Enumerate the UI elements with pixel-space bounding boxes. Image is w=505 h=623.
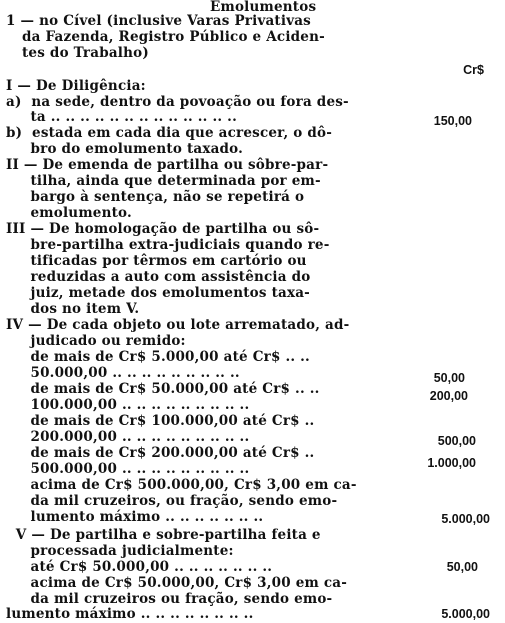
text-line: de mais de Cr$ 50.000,00 até Cr$ .. .. [6, 381, 320, 397]
amount-value: 50,00 [433, 371, 465, 385]
text-line: da mil cruzeiros, ou fração, sendo emo- [6, 493, 338, 509]
text-line: juiz, metade dos emolumentos taxa- [6, 285, 310, 301]
text-line: III — De homologação de partilha ou sô- [6, 221, 320, 237]
text-line: processada judicialmente: [6, 543, 234, 559]
text-line: tilha, ainda que determinada por em- [6, 173, 321, 189]
text-line: b) estada em cada dia que acrescer, o dô- [6, 125, 333, 141]
text-line: acima de Cr$ 500.000,00, Cr$ 3,00 em ca- [6, 477, 357, 493]
text-line: de mais de Cr$ 200.000,00 até Cr$ .. [6, 445, 315, 461]
text-line: V — De partilha e sobre-partilha feita e [6, 527, 321, 543]
amount-value: 1.000,00 [427, 456, 476, 470]
text-line: bre-partilha extra-judiciais quando re- [6, 237, 330, 253]
text-line: de mais de Cr$ 100.000,00 até Cr$ .. [6, 413, 315, 429]
text-line: lumento máximo .. .. .. .. .. .. .. .. [6, 606, 254, 622]
amount-value: 50,00 [446, 560, 478, 574]
text-line: lumento máximo .. .. .. .. .. .. .. [6, 509, 264, 525]
text-line: 200.000,00 .. .. .. .. .. .. .. .. .. [6, 429, 250, 445]
currency-header: Cr$ [463, 63, 484, 77]
amount-value: 200,00 [429, 389, 468, 403]
text-line: a) na sede, dentro da povoação ou fora des- [6, 94, 349, 110]
text-line: II — De emenda de partilha ou sôbre-par- [6, 157, 329, 173]
text-line: 500.000,00 .. .. .. .. .. .. .. .. .. [6, 461, 250, 477]
text-line: bro do emolumento taxado. [6, 141, 244, 157]
text-line: bargo à sentença, não se repetirá o [6, 189, 305, 205]
text-line: 1 — no Cível (inclusive Varas Privativas [6, 13, 311, 29]
text-line: da mil cruzeiros ou fração, sendo emo- [6, 591, 333, 607]
section-heading: I — De Diligência: [6, 78, 146, 94]
text-line: 100.000,00 .. .. .. .. .. .. .. .. .. [6, 397, 250, 413]
text-line: 50.000,00 .. .. .. .. .. .. .. .. .. [6, 365, 240, 381]
text-line: de mais de Cr$ 5.000,00 até Cr$ .. .. [6, 349, 310, 365]
text-line: acima de Cr$ 50.000,00, Cr$ 3,00 em ca- [6, 575, 348, 591]
text-line: da Fazenda, Registro Público e Aciden- [22, 29, 325, 45]
amount-value: 500,00 [437, 434, 476, 448]
text-line: tificadas por têrmos em cartório ou [6, 253, 307, 269]
amount-value: 5.000,00 [441, 607, 490, 621]
text-line: ta .. .. .. .. .. .. .. .. .. .. .. .. .. [6, 109, 237, 125]
text-line: IV — De cada objeto ou lote arrematado, ad- [6, 317, 350, 333]
amount-value: 5.000,00 [441, 512, 490, 526]
document-title: Emolumentos [210, 0, 317, 15]
text-line: dos no item V. [6, 301, 140, 317]
text-line: até Cr$ 50.000,00 .. .. .. .. .. .. .. [6, 559, 273, 575]
text-line: judicado ou remido: [6, 333, 186, 349]
text-line: tes do Trabalho) [22, 45, 149, 61]
text-line: emolumento. [6, 205, 132, 221]
text-line: reduzidas a auto com assistência do [6, 269, 311, 285]
amount-value: 150,00 [433, 114, 472, 128]
